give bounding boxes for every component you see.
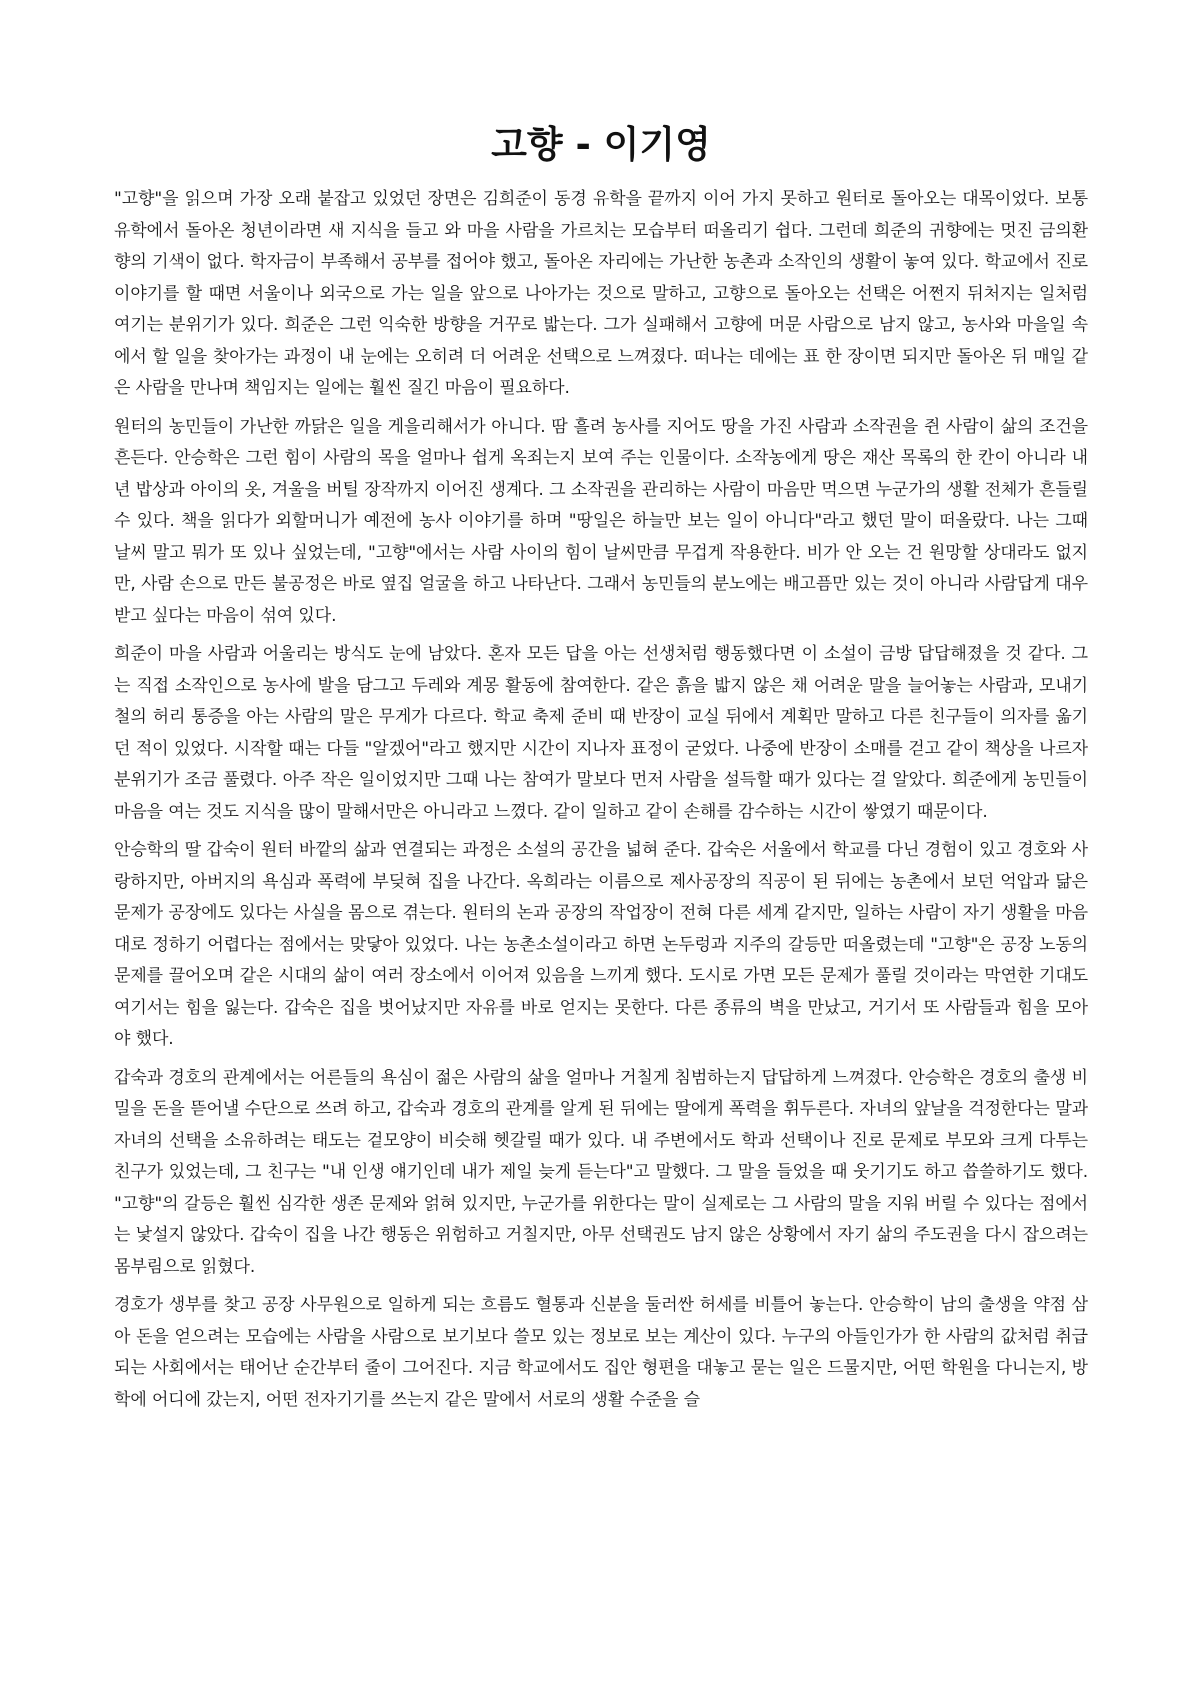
paragraph: 안승학의 딸 갑숙이 원터 바깥의 삶과 연결되는 과정은 소설의 공간을 넓혀 준다. 갑숙은 서울에서 학교를 다닌 경험이 있고 경호와 사랑하지만, 아버지의 욕심과 폭력에 부딪혀 집을 나간다. 옥희라는 이름으로 제사공장의 직공이 된 뒤에는 농촌에서 보던 억압과 닮은 문제가 공장에도 있다는 사실을 몸으로 겪는다. 원터의 논과 공장의 작업장이 전혀 다른 세계 같지만, 일하는 사람이 자기 생활을 마음대로 정하기 어렵다는 점에서는 맞닿아 있었다. 나는 농촌소설이라고 하면 논두렁과 지주의 갈등만 떠올렸는데 "고향"은 공장 노동의 문제를 끌어오며 같은 시대의 삶이 여러 장소에서 이어져 있음을 느끼게 했다. 도시로 가면 모든 문제가 풀릴 것이라는 막연한 기대도 여기서는 힘을 잃는다. 갑숙은 집을 벗어났지만 자유를 바로 얻지는 못한다. 다른 종류의 벽을 만났고, 거기서 또 사람들과 힘을 모아야 했다.: [114, 840, 1088, 1049]
paragraph: 갑숙과 경호의 관계에서는 어른들의 욕심이 젊은 사람의 삶을 얼마나 거칠게 침범하는지 답답하게 느껴졌다. 안승학은 경호의 출생 비밀을 돈을 뜯어낼 수단으로 쓰려 하고, 갑숙과 경호의 관계를 알게 된 뒤에는 딸에게 폭력을 휘두른다. 자녀의 앞날을 걱정한다는 말과 자녀의 선택을 소유하려는 태도는 겉모양이 비슷해 헷갈릴 때가 있다. 내 주변에서도 학과 선택이나 진로 문제로 부모와 크게 다투는 친구가 있었는데, 그 친구는 "내 인생 얘기인데 내가 제일 늦게 듣는다"고 말했다. 그 말을 들었을 때 웃기기도 하고 씁쓸하기도 했다. "고향"의 갈등은 훨씬 심각한 생존 문제와 얽혀 있지만, 누군가를 위한다는 말이 실제로는 그 사람의 말을 지워 버릴 수 있다는 점에서는 낯설지 않았다. 갑숙이 집을 나간 행동은 위험하고 거칠지만, 아무 선택권도 남지 않은 상황에서 자기 삶의 주도권을 다시 잡으려는 몸부림으로 읽혔다.: [114, 1067, 1088, 1277]
paragraph: 희준이 마을 사람과 어울리는 방식도 눈에 남았다. 혼자 모든 답을 아는 선생처럼 행동했다면 이 소설이 금방 답답해졌을 것 같다. 그는 직접 소작인으로 농사에 발을 담그고 두레와 계몽 활동에 참여한다. 같은 흙을 밟지 않은 채 어려운 말을 늘어놓는 사람과, 모내기철의 허리 통증을 아는 사람의 말은 무게가 다르다. 학교 축제 준비 때 반장이 교실 뒤에서 계획만 말하고 다른 친구들이 의자를 옮기던 적이 있었다. 시작할 때는 다들 "알겠어"라고 했지만 시간이 지나자 표정이 굳었다. 나중에 반장이 소매를 걷고 같이 책상을 나르자 분위기가 조금 풀렸다. 아주 작은 일이었지만 그때 나는 참여가 말보다 먼저 사람을 설득할 때가 있다는 걸 알았다. 희준에게 농민들이 마음을 여는 것도 지식을 많이 말해서만은 아니라고 느꼈다. 같이 일하고 같이 손해를 감수하는 시간이 쌓였기 때문이다.: [114, 644, 1088, 822]
document-title: 고향 - 이기영: [491, 123, 711, 166]
document-body: [114, 184, 1088, 1416]
paragraph: 경호가 생부를 찾고 공장 사무원으로 일하게 되는 흐름도 혈통과 신분을 둘러싼 허세를 비틀어 놓는다. 안승학이 남의 출생을 약점 삼아 돈을 얻으려는 모습에는 사람을 사람으로 보기보다 쓸모 있는 정보로 보는 계산이 있다. 누구의 아들인가가 한 사람의 값처럼 취급되는 사회에서는 태어난 순간부터 줄이 그어진다. 지금 학교에서도 집안 형편을 대놓고 묻는 일은 드물지만, 어떤 학원을 다니는지, 방학에 어디에 갔는지, 어떤 전자기기를 쓰는지 같은 말에서 서로의 생활 수준을 슬: [114, 1295, 1088, 1410]
paragraph: "고향"을 읽으며 가장 오래 붙잡고 있었던 장면은 김희준이 동경 유학을 끝까지 이어 가지 못하고 원터로 돌아오는 대목이었다. 보통 유학에서 돌아온 청년이라면 새 지식을 들고 와 마을 사람을 가르치는 모습부터 떠올리기 쉽다. 그런데 희준의 귀향에는 멋진 금의환향의 기색이 없다. 학자금이 부족해서 공부를 접어야 했고, 돌아온 자리에는 가난한 농촌과 소작인의 생활이 놓여 있다. 학교에서 진로 이야기를 할 때면 서울이나 외국으로 가는 일을 앞으로 나아가는 것으로 말하고, 고향으로 돌아오는 선택은 어쩐지 뒤처지는 일처럼 여기는 분위기가 있다. 희준은 그런 익숙한 방향을 거꾸로 밟는다. 그가 실패해서 고향에 머문 사람으로 남지 않고, 농사와 마을일 속에서 할 일을 찾아가는 과정이 내 눈에는 오히려 더 어려운 선택으로 느껴졌다. 떠나는 데에는 표 한 장이면 되지만 돌아온 뒤 매일 같은 사람을 만나며 책임지는 일에는 훨씬 질긴 마음이 필요하다.: [114, 189, 1088, 398]
paragraph: 원터의 농민들이 가난한 까닭은 일을 게을리해서가 아니다. 땀 흘려 농사를 지어도 땅을 가진 사람과 소작권을 쥔 사람이 삶의 조건을 흔든다. 안승학은 그런 힘이 사람의 목을 얼마나 쉽게 옥죄는지 보여 주는 인물이다. 소작농에게 땅은 재산 목록의 한 칸이 아니라 내년 밥상과 아이의 옷, 겨울을 버틸 장작까지 이어진 생계다. 그 소작권을 관리하는 사람이 마음만 먹으면 누군가의 생활 전체가 흔들릴 수 있다. 책을 읽다가 외할머니가 예전에 농사 이야기를 하며 "땅일은 하늘만 보는 일이 아니다"라고 했던 말이 떠올랐다. 나는 그때 날씨 말고 뭐가 또 있나 싶었는데, "고향"에서는 사람 사이의 힘이 날씨만큼 무겁게 작용한다. 비가 안 오는 건 원망할 상대라도 없지만, 사람 손으로 만든 불공정은 바로 옆집 얼굴을 하고 나타난다. 그래서 농민들의 분노에는 배고픔만 있는 것이 아니라 사람답게 대우받고 싶다는 마음이 섞여 있다.: [114, 416, 1088, 626]
document-page: [114, 118, 1088, 1423]
